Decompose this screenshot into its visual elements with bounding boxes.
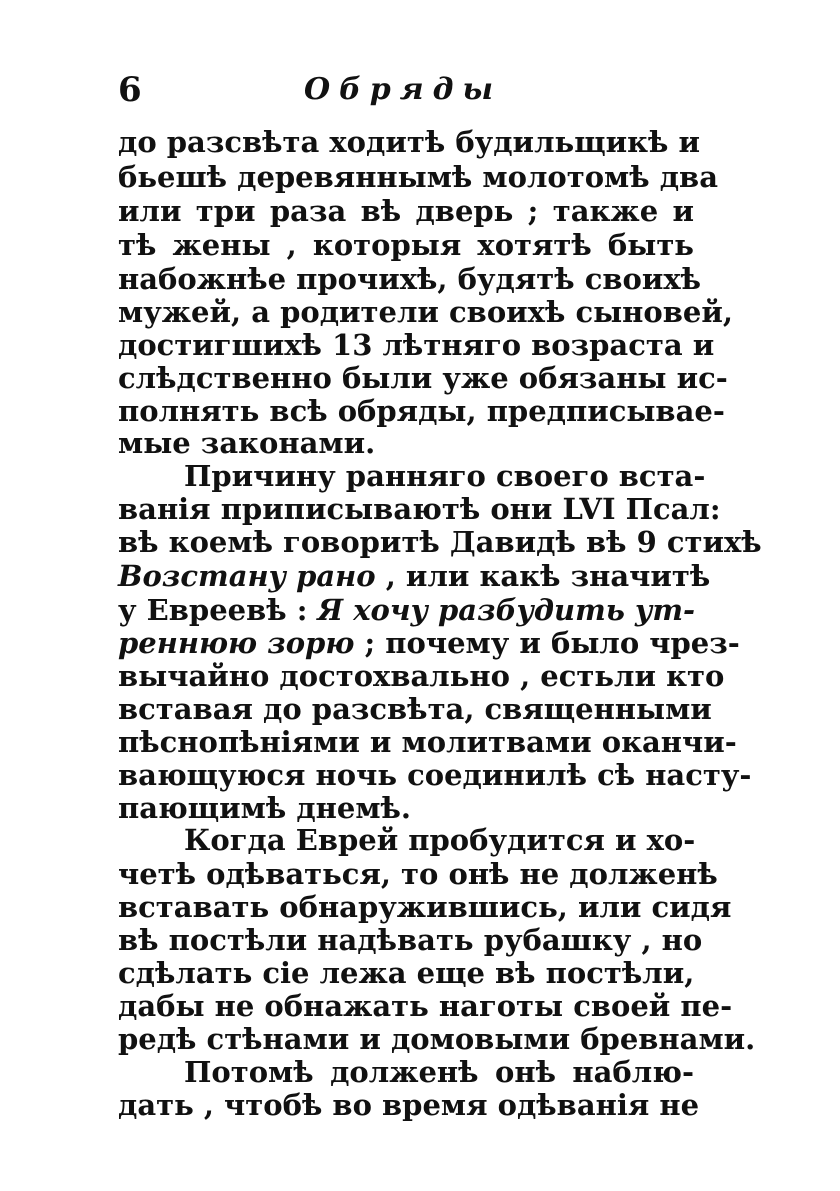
quote-continuation: , или какѣ значитѣ (375, 559, 711, 593)
quote-italic: реннюю зорю (118, 626, 355, 660)
text-line-with-quote (118, 558, 711, 594)
text-line: до разсвѣта ходитѣ будильщикѣ и (118, 125, 701, 159)
text-line: полнять всѣ обряды, предписывае- (118, 394, 725, 428)
text-line: вѣ коемѣ говоритѣ Давидѣ вѣ 9 стихѣ (118, 525, 762, 559)
text-line: четѣ одѣваться, то онѣ не долженѣ (118, 857, 718, 891)
text-line: дать , чтобѣ во время одѣванія не (118, 1088, 700, 1122)
page-number: 6 (118, 70, 142, 110)
text-line: вающуюся ночь соединилѣ сѣ насту- (118, 758, 752, 792)
text-line: мужей, а родители своихѣ сыновей, (118, 295, 733, 329)
text-line: тѣ жены , которыя хотятѣ быть (118, 228, 694, 262)
text-line: достигшихѣ 13 лѣтняго возраста и (118, 328, 715, 362)
text-line: или три раза вѣ дверь ; также и (118, 194, 694, 228)
text-line: бьешѣ деревяннымѣ молотомѣ два (118, 160, 718, 194)
text-line: слѣдственно были уже обязаны ис- (118, 361, 728, 395)
paragraph-first-line: Когда Еврей пробудится и хо- (184, 823, 696, 857)
quote-continuation: ; почему и было чрез- (354, 626, 740, 660)
quote-italic: Я хочу разбудить ут- (317, 593, 696, 627)
text-line: вставать обнаружившись, или сидя (118, 890, 732, 924)
text-line: вставая до разсвѣта, священными (118, 692, 712, 726)
text-line: вѣ постѣли надѣвать рубашку , но (118, 923, 703, 957)
text-line: набожнѣе прочихѣ, будятѣ своихѣ (118, 262, 702, 296)
line-plain-part: у Евреевѣ : (118, 593, 318, 627)
paragraph-end-line: мые законами. (118, 426, 376, 460)
text-line: пѣснопѣніями и молитвами оканчи- (118, 725, 737, 759)
text-line: ванія приписываютѣ они LVI Псал: (118, 492, 721, 526)
text-line-with-quote (118, 592, 694, 628)
running-head: Обряды (304, 72, 503, 107)
paragraph-end-line: пающимѣ днемѣ. (118, 791, 412, 825)
paragraph-first-line: Потомѣ долженѣ онѣ наблю- (184, 1055, 694, 1089)
page-header (118, 70, 708, 110)
text-line: дабы не обнажать наготы своей пе- (118, 989, 733, 1023)
text-line-with-quote (118, 625, 740, 661)
quote-italic: Возстану рано (118, 559, 376, 593)
text-line: вычайно достохвально , естьли кто (118, 659, 725, 693)
text-line: редѣ стѣнами и домовыми бревнами. (118, 1022, 756, 1056)
paragraph-first-line: Причину ранняго своего вста- (184, 459, 706, 493)
text-line: сдѣлать сіе лежа еще вѣ постѣли, (118, 956, 695, 990)
